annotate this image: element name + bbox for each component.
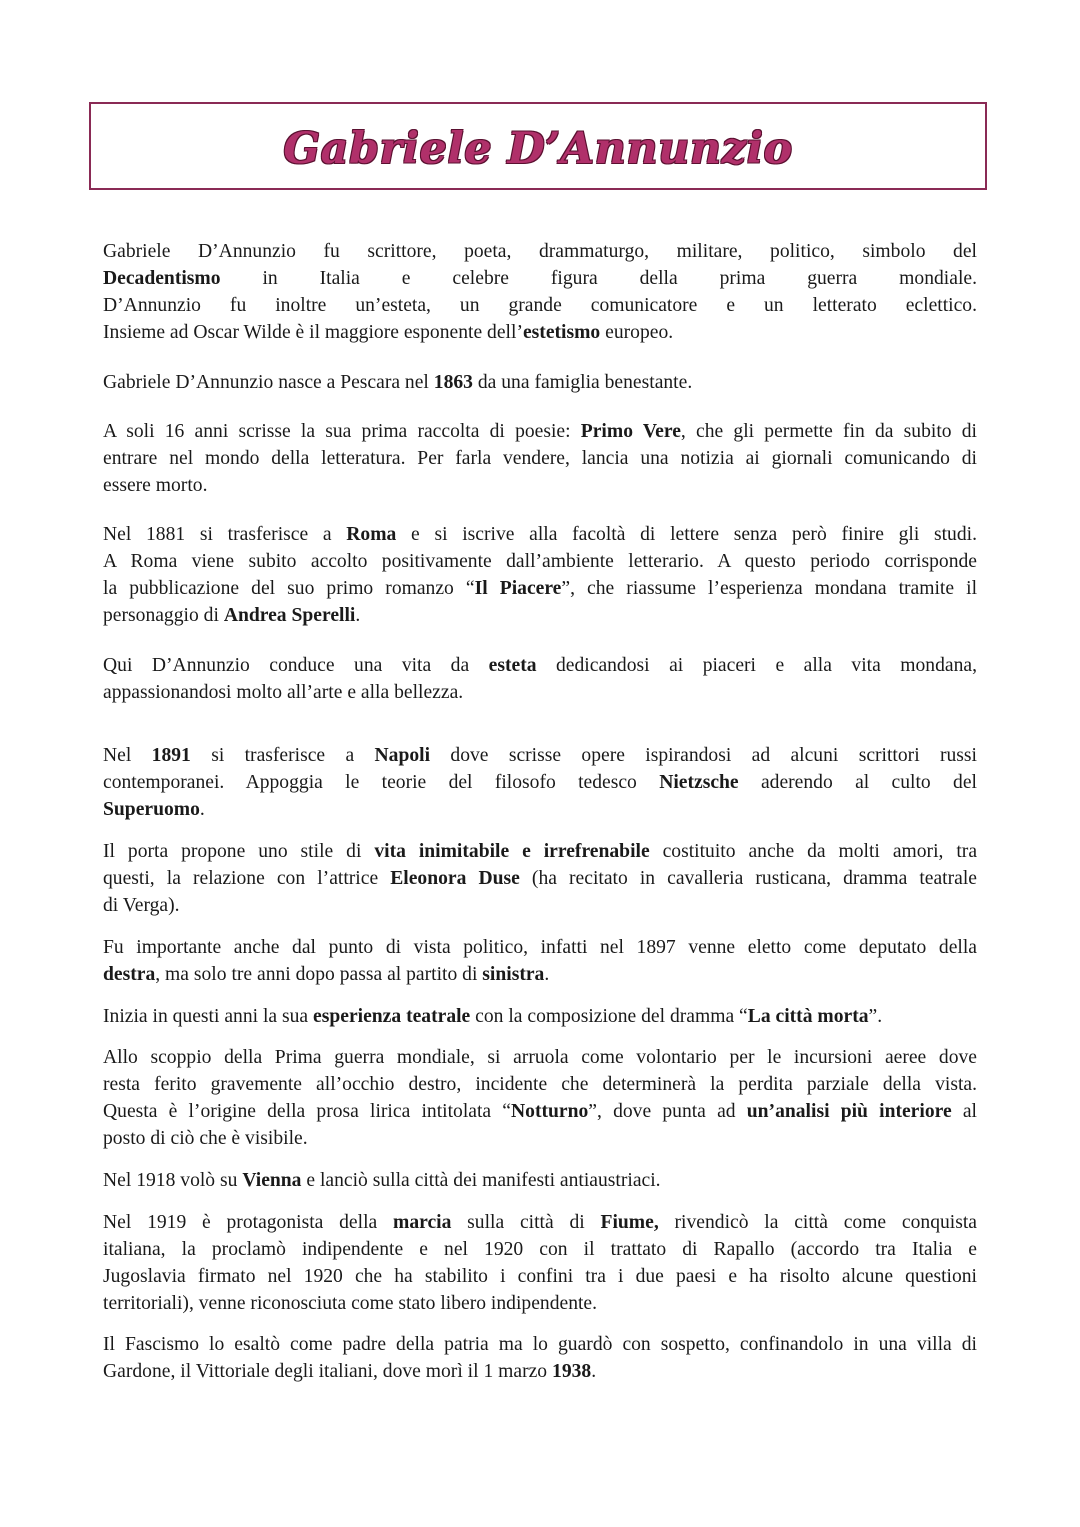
paragraph-teatro bbox=[103, 1003, 977, 1030]
text-line bbox=[103, 652, 977, 679]
text-run: (ha recitato in cavalleria rusticana, dramma teatrale bbox=[519, 868, 977, 889]
text-run: Gabriele D’Annunzio fu scrittore, poeta, drammaturgo, militare, politico, simbolo del bbox=[103, 241, 977, 262]
bold-text: destra bbox=[103, 964, 156, 985]
paragraph-esteta bbox=[103, 652, 977, 706]
bold-text: Decadentismo bbox=[103, 268, 221, 289]
bold-text: Vienna bbox=[242, 1170, 302, 1191]
bold-text: La città morta bbox=[747, 1006, 869, 1027]
text-line bbox=[103, 575, 977, 602]
text-line bbox=[103, 769, 977, 796]
text-run: personaggio di bbox=[103, 605, 224, 626]
bold-text: 1891 bbox=[151, 745, 191, 766]
text-line bbox=[103, 865, 977, 892]
text-run: contemporanei. Appoggia le teorie del filosofo tedesco bbox=[103, 772, 660, 793]
text-run: europeo. bbox=[600, 322, 674, 343]
text-run: Gabriele D’Annunzio nasce a Pescara nel bbox=[103, 372, 434, 393]
text-line bbox=[103, 961, 977, 988]
paragraph-vienna bbox=[103, 1167, 977, 1194]
text-run: ”, dove punta ad bbox=[588, 1101, 747, 1122]
text-run: A soli 16 anni scrisse la sua prima raccolta di poesie: bbox=[103, 421, 581, 442]
text-run: , ma solo tre anni dopo passa al partito di bbox=[155, 964, 483, 985]
text-line bbox=[103, 1290, 977, 1317]
text-run: Qui D’Annunzio conduce una vita da bbox=[103, 655, 489, 676]
bold-text: Fiume, bbox=[600, 1212, 659, 1233]
text-run: , che gli permette fin da subito di bbox=[680, 421, 977, 442]
bold-text: Roma bbox=[346, 524, 397, 545]
text-run: aderendo al culto del bbox=[738, 772, 977, 793]
bold-text: esperienza teatrale bbox=[313, 1006, 471, 1027]
text-run: D’Annunzio fu inoltre un’esteta, un grande comunicatore e un letterato eclettico. bbox=[103, 295, 977, 316]
text-run: territoriali), venne riconosciuta come stato libero indipendente. bbox=[103, 1293, 598, 1314]
text-run: Nel 1881 si trasferisce a bbox=[103, 524, 347, 545]
bold-text: Primo Vere bbox=[580, 421, 681, 442]
bold-text: 1938 bbox=[552, 1361, 592, 1382]
text-run: da una famiglia benestante. bbox=[472, 372, 693, 393]
text-line bbox=[103, 1167, 977, 1194]
text-line bbox=[103, 319, 977, 346]
text-run: Insieme ad Oscar Wilde è il maggiore esponente dell’ bbox=[103, 322, 523, 343]
paragraph-roma bbox=[103, 521, 977, 629]
text-run: Nel bbox=[103, 745, 152, 766]
text-run: si trasferisce a bbox=[190, 745, 375, 766]
bold-text: marcia bbox=[393, 1212, 452, 1233]
text-run: posto di ciò che è visibile. bbox=[103, 1128, 308, 1149]
text-line bbox=[103, 1003, 977, 1030]
bold-text: 1863 bbox=[433, 372, 473, 393]
text-run: Jugoslavia firmato nel 1920 che ha stabilito i confini tra i due paesi e ha risolto alcune questioni bbox=[103, 1266, 977, 1287]
text-line bbox=[103, 1331, 977, 1358]
text-run: . bbox=[355, 605, 361, 626]
text-run: italiana, la proclamò indipendente e nel 1920 con il trattato di Rapallo (accordo tra Italia e bbox=[103, 1239, 977, 1260]
bold-text: esteta bbox=[488, 655, 537, 676]
text-run: Il porta propone uno stile di bbox=[103, 841, 375, 862]
text-line bbox=[103, 602, 977, 629]
paragraph-fiume bbox=[103, 1209, 977, 1317]
paragraph-politica bbox=[103, 934, 977, 988]
paragraph-napoli bbox=[103, 742, 977, 823]
text-run: Il Fascismo lo esaltò come padre della patria ma lo guardò con sospetto, confinandolo in una villa di bbox=[103, 1334, 977, 1355]
text-run: la pubblicazione del suo primo romanzo “ bbox=[103, 578, 475, 599]
text-run: . bbox=[199, 799, 205, 820]
paragraph-stile bbox=[103, 838, 977, 919]
text-run: dedicandosi ai piaceri e alla vita mondana, bbox=[536, 655, 977, 676]
text-run: Inizia in questi anni la sua bbox=[103, 1006, 314, 1027]
text-run: Nel 1918 volò su bbox=[103, 1170, 243, 1191]
text-run: resta ferito gravemente all’occhio destro, incidente che determinerà la perdita parziale della vista. bbox=[103, 1074, 977, 1095]
bold-text: Napoli bbox=[374, 745, 431, 766]
text-run: Questa è l’origine della prosa lirica intitolata “ bbox=[103, 1101, 511, 1122]
text-run: al bbox=[951, 1101, 977, 1122]
text-line bbox=[103, 1358, 977, 1385]
text-line bbox=[103, 1236, 977, 1263]
bold-text: Il Piacere bbox=[474, 578, 562, 599]
text-line bbox=[103, 892, 977, 919]
text-run: essere morto. bbox=[103, 475, 208, 496]
bold-text: un’analisi più interiore bbox=[746, 1101, 952, 1122]
text-line bbox=[103, 1263, 977, 1290]
bold-text: sinistra bbox=[482, 964, 545, 985]
text-line bbox=[103, 1098, 977, 1125]
paragraph-guerra bbox=[103, 1044, 977, 1152]
text-run: rivendicò la città come conquista bbox=[658, 1212, 978, 1233]
bold-text: Eleonora Duse bbox=[390, 868, 520, 889]
text-line bbox=[103, 1209, 977, 1236]
text-line bbox=[103, 445, 977, 472]
text-run: dove scrisse opere ispirandosi ad alcuni scrittori russi bbox=[430, 745, 978, 766]
text-run: e lanciò sulla città dei manifesti antiaustriaci. bbox=[301, 1170, 661, 1191]
text-line bbox=[103, 418, 977, 445]
text-line bbox=[103, 521, 977, 548]
text-run: costituito anche da molti amori, tra bbox=[649, 841, 978, 862]
text-run: sulla città di bbox=[451, 1212, 601, 1233]
text-run: Nel 1919 è protagonista della bbox=[103, 1212, 393, 1233]
text-run: . bbox=[591, 1361, 597, 1382]
bold-text: vita inimitabile e irrefrenabile bbox=[374, 841, 650, 862]
bold-text: Superuomo bbox=[103, 799, 200, 820]
bold-text: Nietzsche bbox=[659, 772, 739, 793]
bold-text: Andrea Sperelli bbox=[223, 605, 356, 626]
text-run: in Italia e celebre figura della prima guerra mondiale. bbox=[220, 268, 977, 289]
text-line bbox=[103, 838, 977, 865]
title-box bbox=[89, 102, 987, 190]
bold-text: estetismo bbox=[522, 322, 601, 343]
text-line bbox=[103, 1125, 977, 1152]
paragraph-birth bbox=[103, 369, 977, 396]
text-line bbox=[103, 679, 977, 706]
bold-text: Notturno bbox=[511, 1101, 589, 1122]
text-line bbox=[103, 265, 977, 292]
page-title: Gabriele D’Annunzio bbox=[283, 124, 793, 174]
text-line bbox=[103, 742, 977, 769]
text-run: ”. bbox=[868, 1006, 883, 1027]
text-run: e si iscrive alla facoltà di lettere senza però finire gli studi. bbox=[396, 524, 977, 545]
text-run: . bbox=[544, 964, 550, 985]
text-line bbox=[103, 238, 977, 265]
text-run: A Roma viene subito accolto positivamente dall’ambiente letterario. A questo periodo corrisponde bbox=[103, 551, 977, 572]
text-line bbox=[103, 369, 977, 396]
text-run: questi, la relazione con l’attrice bbox=[103, 868, 391, 889]
text-run: Gardone, il Vittoriale degli italiani, dove morì il 1 marzo bbox=[103, 1361, 553, 1382]
text-run: entrare nel mondo della letteratura. Per farla vendere, lancia una notizia ai giornali comunicando di bbox=[103, 448, 977, 469]
paragraph-fascismo bbox=[103, 1331, 977, 1385]
text-run: Allo scoppio della Prima guerra mondiale, si arruola come volontario per le incursioni aeree dove bbox=[103, 1047, 977, 1068]
text-line bbox=[103, 548, 977, 575]
text-line bbox=[103, 796, 977, 823]
text-run: ”, che riassume l’esperienza mondana tramite il bbox=[561, 578, 978, 599]
text-run: con la composizione del dramma “ bbox=[470, 1006, 748, 1027]
text-line bbox=[103, 934, 977, 961]
text-line bbox=[103, 1071, 977, 1098]
text-line bbox=[103, 292, 977, 319]
paragraph-primo-vere bbox=[103, 418, 977, 499]
text-line bbox=[103, 1044, 977, 1071]
text-run: Fu importante anche dal punto di vista politico, infatti nel 1897 venne eletto come deputato della bbox=[103, 937, 977, 958]
paragraph-intro bbox=[103, 238, 977, 346]
text-line bbox=[103, 472, 977, 499]
text-run: appassionandosi molto all’arte e alla bellezza. bbox=[103, 682, 464, 703]
text-run: di Verga). bbox=[103, 895, 180, 916]
